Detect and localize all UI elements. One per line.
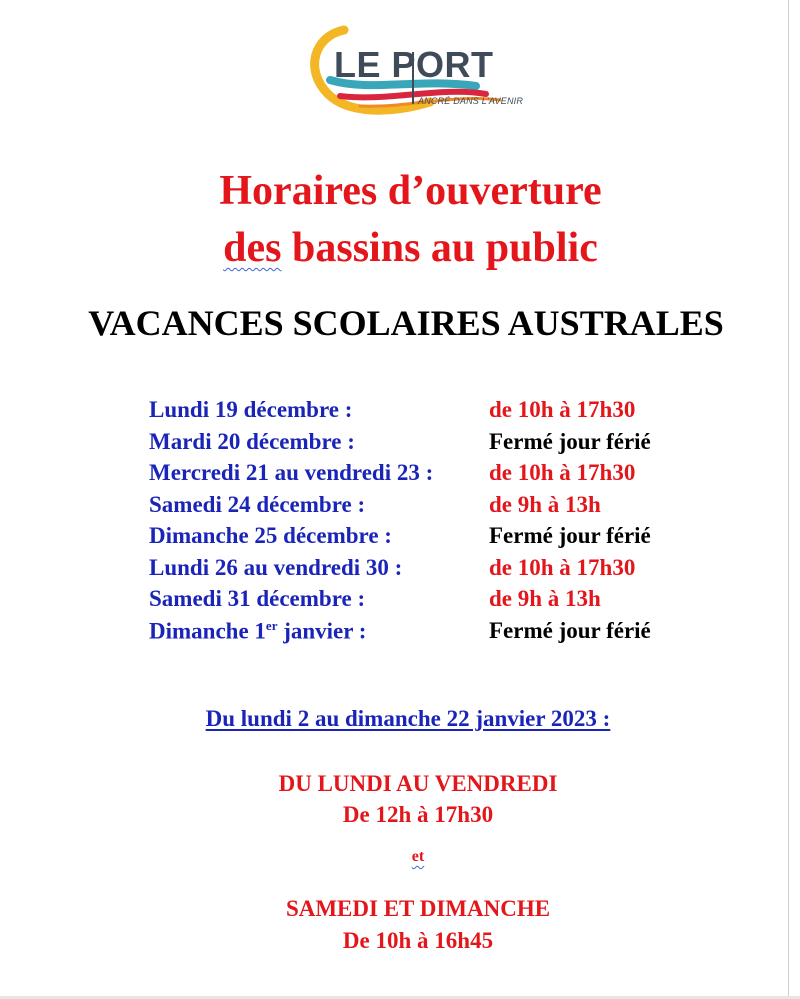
schedule-day-suffix: janvier : — [277, 618, 367, 644]
spellcheck-word: et — [411, 848, 425, 865]
schedule-hours: Fermé jour férié — [489, 428, 651, 454]
schedule-day: Samedi 24 décembre : — [149, 491, 366, 517]
schedule-hours: de 10h à 17h30 — [489, 554, 636, 580]
logo-tagline: ANCRÉ DANS L'AVENIR — [418, 96, 524, 106]
connector-text — [0, 848, 800, 866]
spellcheck-word: des — [223, 225, 282, 271]
schedule-day: Lundi 19 décembre : — [149, 397, 353, 422]
page-title-line1: Horaires d’ouverture — [219, 168, 602, 214]
le-port-logo — [300, 22, 540, 122]
page-title-line2-rest: bassins au public — [281, 225, 598, 271]
logo-name: LE PORT — [334, 44, 494, 85]
schedule-hours: de 9h à 13h — [489, 586, 601, 611]
schedule-hours: Fermé jour férié — [489, 523, 651, 548]
schedule-hours: de 10h à 17h30 — [489, 460, 636, 485]
schedule-day: Samedi 31 décembre : — [149, 586, 366, 611]
weekdays-label: DU LUNDI AU VENDREDI — [278, 771, 558, 796]
schedule-day: Dimanche 25 décembre : — [149, 523, 392, 548]
schedule-day: Mardi 20 décembre : — [149, 428, 355, 454]
weekdays-hours: De 12h à 17h30 — [342, 802, 494, 827]
ordinal-suffix: er — [265, 617, 278, 633]
weekend-hours: De 10h à 16h45 — [342, 928, 494, 953]
schedule-day-prefix: Dimanche 1 — [149, 618, 266, 644]
subtitle: VACANCES SCOLAIRES AUSTRALES — [88, 303, 724, 343]
schedule-hours: de 9h à 13h — [489, 491, 601, 517]
schedule-day: Lundi 26 au vendredi 30 : — [149, 554, 403, 580]
weekend-label: SAMEDI ET DIMANCHE — [285, 896, 551, 921]
schedule-hours: de 10h à 17h30 — [489, 397, 636, 422]
schedule-hours: Fermé jour férié — [489, 617, 651, 643]
page-title-line2 — [16, 223, 800, 273]
period-heading: Du lundi 2 au dimanche 22 janvier 2023 : — [205, 706, 611, 731]
schedule-day — [149, 618, 366, 645]
schedule-day: Mercredi 21 au vendredi 23 : — [149, 460, 434, 485]
